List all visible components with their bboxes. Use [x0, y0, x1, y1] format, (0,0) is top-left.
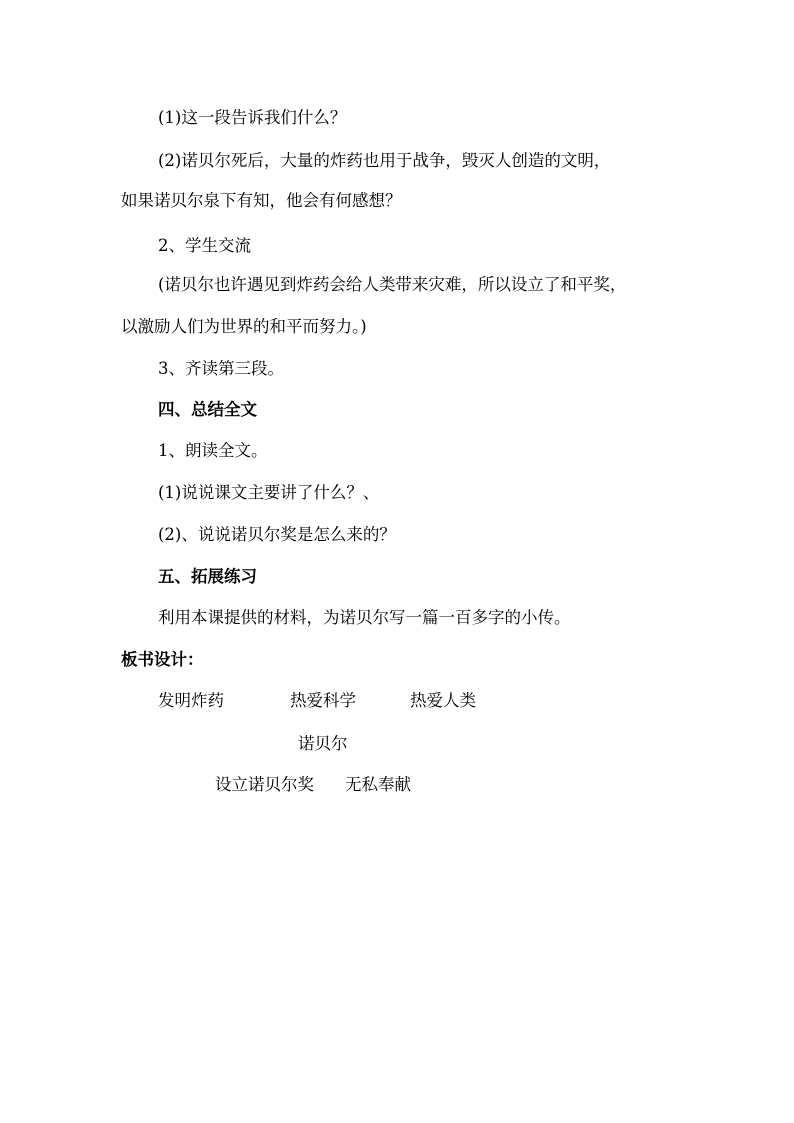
section-heading-extension: 五、拓展练习: [158, 567, 257, 586]
board-item-love-science: 热爱科学: [290, 691, 356, 710]
answer-text-continued: 以激励人们为世界的和平而努力。): [121, 317, 367, 336]
step-read-paragraph-three: 3、齐读第三段。: [158, 359, 284, 378]
board-item-invent-explosives: 发明炸药: [158, 691, 224, 710]
section-heading-summary: 四、总结全文: [158, 400, 257, 419]
step-student-exchange: 2、学生交流: [158, 236, 251, 255]
board-item-love-humanity: 热爱人类: [410, 691, 476, 710]
question-1: (1)这一段告诉我们什么？: [158, 108, 347, 127]
step-read-aloud: 1、朗读全文。: [158, 441, 268, 460]
question-2-continued: 如果诺贝尔泉下有知，他会有何感想？: [121, 191, 402, 210]
board-center-nobel: 诺贝尔: [298, 734, 348, 753]
board-item-nobel-prize: 设立诺贝尔奖: [215, 775, 314, 794]
board-design-heading: 板书设计：: [121, 650, 204, 669]
answer-text: (诺贝尔也许遇见到炸药会给人类带来灾难，所以设立了和平奖，: [158, 275, 627, 294]
question-2: (2)诺贝尔死后，大量的炸药也用于战争，毁灭人创造的文明，: [158, 151, 611, 170]
summary-question-2: (2)、说说诺贝尔奖是怎么来的？: [158, 525, 396, 544]
board-item-selfless-dedication: 无私奉献: [345, 775, 411, 794]
extension-task: 利用本课提供的材料，为诺贝尔写一篇一百多字的小传。: [158, 608, 571, 627]
summary-question-1: (1)说说课文主要讲了什么？、: [158, 483, 380, 502]
